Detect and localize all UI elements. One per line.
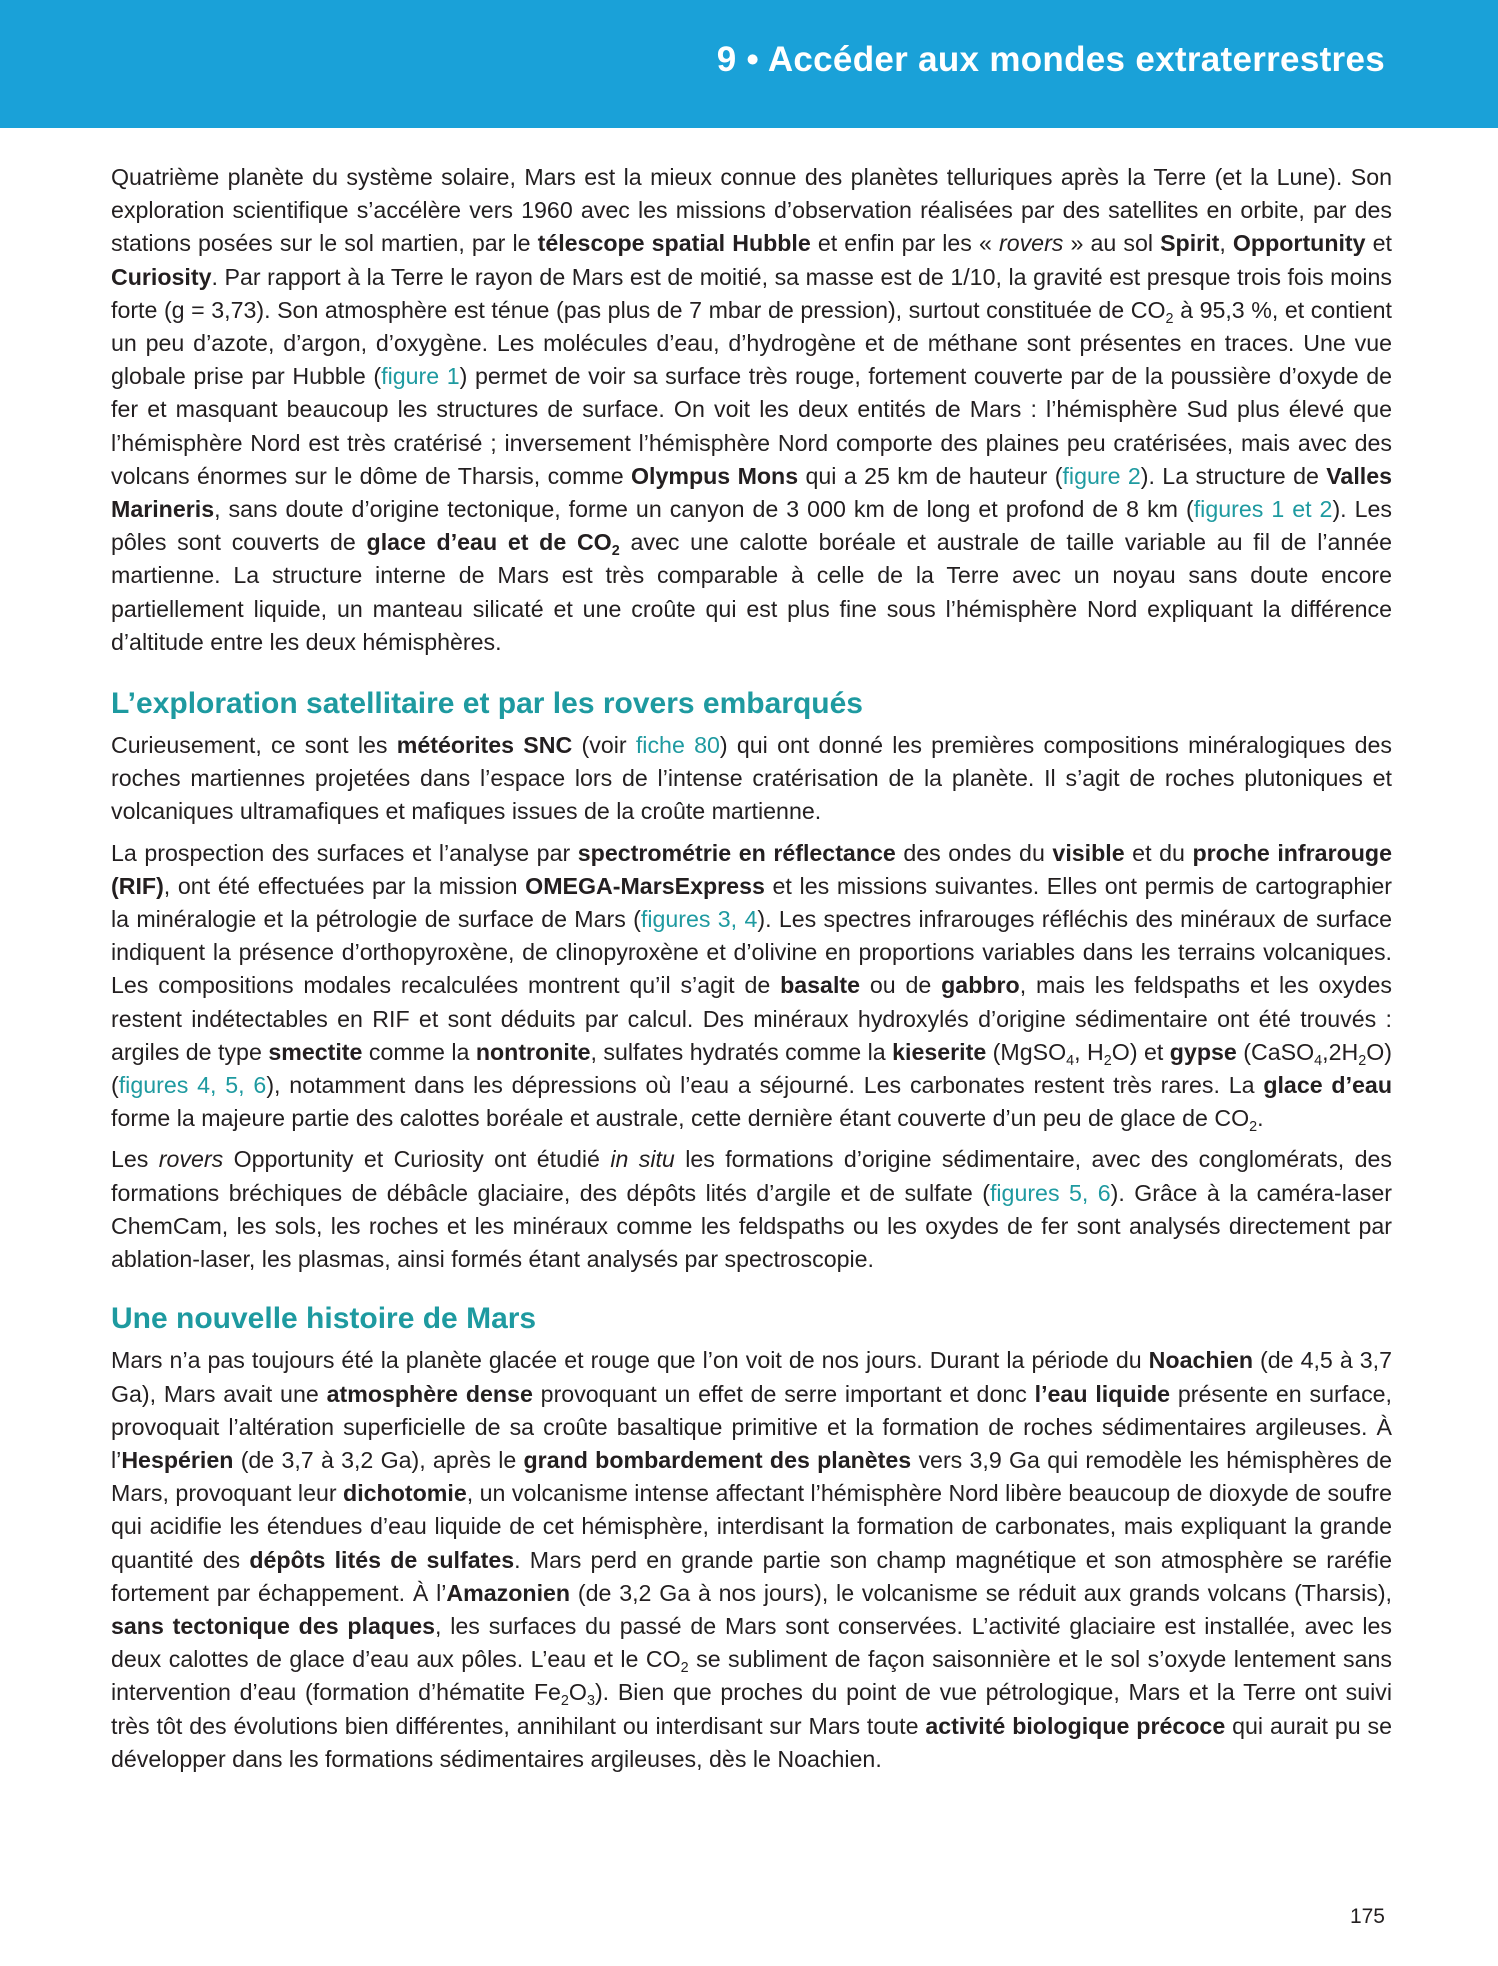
key-term: Opportunity — [1232, 230, 1366, 257]
key-term: l’eau liquide — [1034, 1380, 1171, 1407]
chapter-title: 9 • Accéder aux mondes extraterrestres — [716, 40, 1385, 79]
page-number: 175 — [1349, 1905, 1385, 1928]
figure-reference[interactable]: figures 3, 4 — [640, 906, 758, 933]
key-term: gypse — [1169, 1038, 1237, 1065]
key-term: spectrométrie en réflectance — [577, 839, 896, 866]
key-term: Spirit — [1160, 230, 1220, 257]
key-term: nontronite — [475, 1038, 591, 1065]
emphasis: rovers — [998, 230, 1064, 257]
exploration-paragraph-2: La prospection des surfaces et l’analyse par spectrométrie en réflectance des ondes du visible et du proche infrarouge (RIF), ont été effectuées par la mission OMEGA-MarsExpress et les missions suivantes. Elles ont permis de cartographier la minéralogie et la pétrologie de surface de Mars (figures 3, 4). Les spectres infrarouges réfléchis des minéraux de surface indiquent la présence d’orthopyroxène, de clinopyroxène et d’olivine en proportions variables dans les terrains volcaniques. Les compositions modales recalculées montrent qu’il s’agit de basalte ou de gabbro, mais les feldspaths et les oxydes restent indétectables en RIF et sont déduits par calcul. Des minéraux hydroxylés d’origine sédimentaire ont été trouvés : argiles de type smectite comme la nontronite, sulfates hydratés comme la kieserite (MgSO$_4$, $H_2O$) et gypse $(CaSO_4,2H_2O)$ (figures 4, 5, 6), notamment dans les dépressions où l’eau a séjourné. Les carbonates restent très rares. La glace d’eau forme la majeure partie des calottes boréale et australe, cette dernière étant couverte d’un peu de glace de $CO_2$. — [111, 839, 1392, 1136]
page-content — [111, 161, 1392, 1784]
key-term: grand bombardement des planètes — [523, 1446, 912, 1473]
key-term: glace d’eau et de CO — [366, 529, 612, 556]
key-term: sans tectonique des plaques — [111, 1612, 436, 1639]
subscript: 2 — [560, 1693, 569, 1710]
figure-reference[interactable]: figures 4, 5, 6 — [118, 1072, 267, 1099]
key-term: Olympus Mons — [630, 462, 799, 489]
figure-reference[interactable]: figures 5, 6 — [989, 1179, 1111, 1206]
figure-reference[interactable]: figure 2 — [1062, 462, 1141, 489]
key-term: Hespérien — [121, 1446, 234, 1473]
key-term: OMEGA-MarsExpress — [525, 872, 765, 899]
key-term: visible — [1052, 839, 1125, 866]
subscript: 2 — [1358, 1052, 1367, 1069]
history-paragraph: Mars n’a pas toujours été la planète glacée et rouge que l’on voit de nos jours. Durant la période du Noachien (de 4,5 à 3,7 Ga), Mars avait une atmosphère dense provoquant un effet de serre important et donc l’eau liquide présente en surface, provoquait l’altération superficielle de sa croûte basaltique primitive et la formation de roches sédimentaires argileuses. À l’Hespérien (de 3,7 à 3,2 Ga), après le grand bombardement des planètes vers 3,9 Ga qui remodèle les hémisphères de Mars, provoquant leur dichotomie, un volcanisme intense affectant l’hémisphère Nord libère beaucoup de dioxyde de soufre qui acidifie les étendues d’eau liquide de cet hémisphère, interdisant la formation de carbonates, mais expliquant la grande quantité des dépôts lités de sulfates. Mars perd en grande partie son champ magnétique et son atmosphère se raréfie fortement par échappement. À l’Amazonien (de 3,2 Ga à nos jours), le volcanisme se réduit aux grands volcans (Tharsis), sans tectonique des plaques, les surfaces du passé de Mars sont conservées. L’activité glaciaire est installée, avec les deux calottes de glace d’eau aux pôles. L’eau et le $CO_2$ se subliment de façon saisonnière et le sol s’oxyde lentement sans intervention d’eau (formation d’hématite $Fe_2O_3$). Bien que proches du point de vue pétrologique, Mars et la Terre ont suivi très tôt des évolutions bien différentes, annihilant ou interdisant sur Mars toute activité biologique précoce qui aurait pu se développer dans les formations sédimentaires argileuses, dès le Noachien. — [111, 1347, 1392, 1772]
subscript: 4 — [1314, 1052, 1323, 1069]
emphasis: rovers — [158, 1146, 224, 1173]
exploration-paragraph-3: Les rovers Opportunity et Curiosity ont étudié in situ les formations d’origine sédimentaire, avec des conglomérats, des formations bréchiques de débâcle glaciaire, des dépôts lités d’argile et de sulfate (figures 5, 6). Grâce à la caméra-laser ChemCam, les sols, les roches et les minéraux comme les feldspaths ou les oxydes de fer sont analysés directement par ablation-laser, les plasmas, ainsi formés étant analysés par spectroscopie. — [111, 1146, 1392, 1273]
key-term: Valles Marineris — [111, 462, 1392, 523]
fiche-reference[interactable]: fiche 80 — [635, 732, 720, 759]
key-term: proche infrarouge (RIF) — [111, 839, 1392, 899]
subscript: 2 — [1165, 310, 1174, 327]
key-term: Curiosity — [111, 263, 212, 290]
subscript: 4 — [1066, 1052, 1075, 1069]
key-term: kieserite — [892, 1038, 987, 1065]
figure-reference[interactable]: figures 1 et 2 — [1193, 496, 1333, 523]
key-term: gabbro — [941, 972, 1020, 999]
key-term: activité biologique précoce — [925, 1712, 1226, 1739]
key-term: météorites SNC — [396, 732, 573, 759]
key-term: smectite — [268, 1038, 363, 1065]
key-term: glace d’eau — [1263, 1072, 1392, 1099]
key-term: dichotomie — [343, 1480, 467, 1507]
subscript: 2 — [1103, 1052, 1112, 1069]
key-term: télescope spatial Hubble — [537, 230, 811, 257]
key-term: basalte — [780, 972, 861, 999]
header-band — [0, 0, 1498, 128]
figure-reference[interactable]: figure 1 — [381, 363, 460, 390]
key-term: Amazonien — [446, 1579, 571, 1606]
intro-paragraph: Quatrième planète du système solaire, Mars est la mieux connue des planètes telluriques après la Terre (et la Lune). Son exploration scientifique s’accélère vers 1960 avec les missions d’observation réalisées par des satellites en orbite, par des stations posées sur le sol martien, par le télescope spatial Hubble et enfin par les « rovers » au sol Spirit, Opportunity et Curiosity. Par rapport à la Terre le rayon de Mars est de moitié, sa masse est de 1/10, la gravité est presque trois fois moins forte (g = 3,73). Son atmosphère est ténue (pas plus de 7 mbar de pression), surtout constituée de $CO_2$ à 95,3 %, et contient un peu d’azote, d’argon, d’oxygène. Les molécules d’eau, d’hydrogène et de méthane sont présentes en traces. Une vue globale prise par Hubble (figure 1) permet de voir sa surface très rouge, fortement couverte par de la poussière d’oxyde de fer et masquant beaucoup les structures de surface. On voit les deux entités de Mars : l’hémisphère Sud plus élevé que l’hémisphère Nord est très cratérisé ; inversement l’hémisphère Nord comporte des plaines peu cratérisées, mais avec des volcans énormes sur le dôme de Tharsis, comme Olympus Mons qui a 25 km de hauteur (figure 2). La structure de Valles Marineris, sans doute d’origine tectonique, forme un canyon de 3 000 km de long et profond de 8 km (figures 1 et 2). Les pôles sont couverts de glace d’eau et de $CO_2$ avec une calotte boréale et australe de taille variable au fil de l’année martienne. La structure interne de Mars est très comparable à celle de la Terre avec un noyau sans doute encore partiellement liquide, un manteau silicaté et une croûte qui est plus fine sous l’hémisphère Nord expliquant la différence d’altitude entre les deux hémisphères. — [111, 164, 1393, 655]
key-term: Noachien — [1148, 1347, 1254, 1374]
subscript: 3 — [586, 1693, 595, 1710]
subscript: 2 — [1249, 1119, 1258, 1136]
subscript: 2 — [611, 543, 620, 560]
section-heading-exploration: L’exploration satellitaire et par les rovers embarqués — [111, 687, 863, 721]
key-term: atmosphère dense — [326, 1380, 533, 1407]
exploration-paragraph-1: Curieusement, ce sont les météorites SNC (voir fiche 80) qui ont donné les premières compositions minéralogiques des roches martiennes projetées dans l’espace lors de l’intense cratérisation de la planète. Il s’agit de roches plutoniques et volcaniques ultramafiques et mafiques issues de la croûte martienne. — [111, 732, 1392, 825]
section-heading-history: Une nouvelle histoire de Mars — [111, 1302, 537, 1336]
key-term: dépôts lités de sulfates — [249, 1546, 515, 1573]
subscript: 2 — [680, 1660, 689, 1677]
emphasis: in situ — [610, 1146, 675, 1173]
